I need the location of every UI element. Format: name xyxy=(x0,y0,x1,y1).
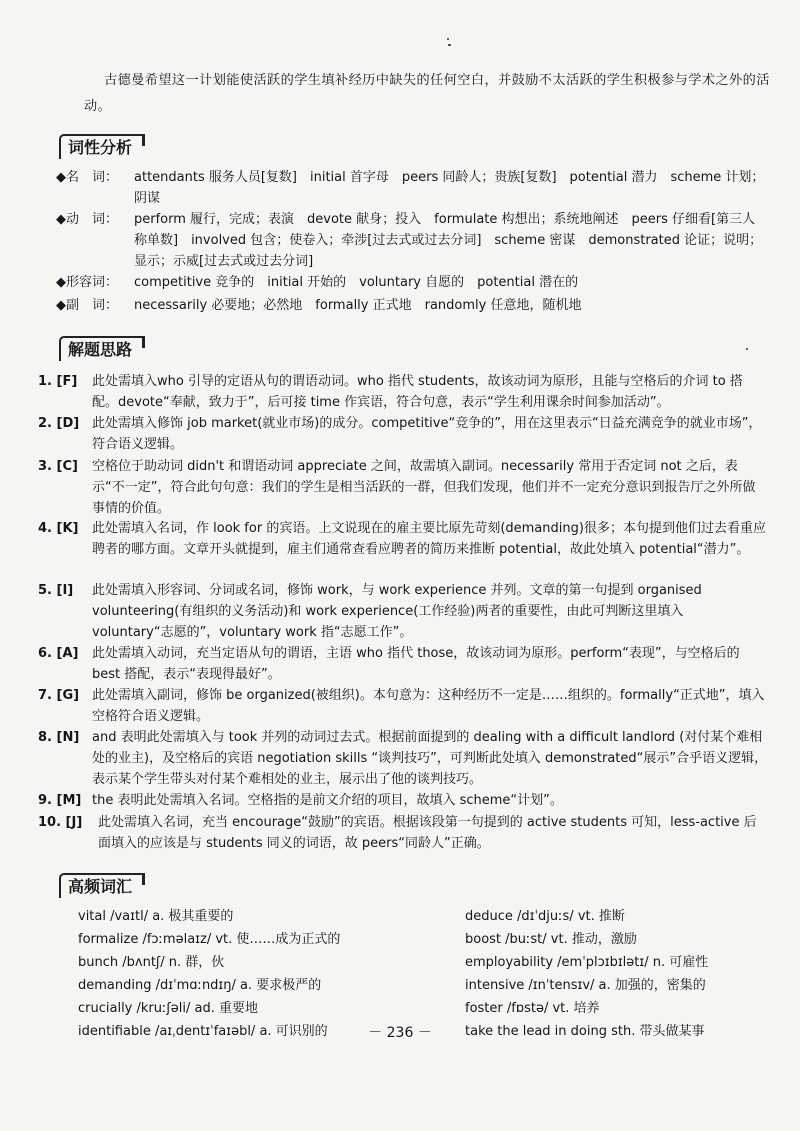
pos-text: perform 履行，完成；表演 devote 献身；投入 formulate 构想出；系统地阐述 peers 仔细看[第三人称单数] involved 包含；使卷入；牵涉[过去式或过去分词] scheme 密谋 demonstrated 论证；说明；显示；示威[过去式或过去分词] xyxy=(134,212,763,269)
pos-text: competitive 竞争的 initial 开始的 voluntary 自愿的 potential 潜在的 xyxy=(134,275,579,290)
answer-number: 5. [I] xyxy=(38,583,74,598)
answer-number: 6. [A] xyxy=(38,646,79,661)
answer-item xyxy=(38,456,768,519)
pos-label: ◆名 词： xyxy=(56,170,118,185)
answer-item xyxy=(38,643,768,685)
vocab-column-left xyxy=(78,905,408,1043)
answer-number: 7. [G] xyxy=(38,688,80,703)
scan-speck xyxy=(746,348,748,350)
section-title-solution: 解题思路 xyxy=(59,336,142,361)
answer-text: 此处需填入修饰 job market(就业市场)的成分。competitive“竞争的”，用在这里表示“日益充满竞争的就业市场”，符合语义逻辑。 xyxy=(92,416,762,452)
answer-number: 4. [K] xyxy=(38,521,79,536)
answer-text: 此处需填入名词，作 look for 的宾语。上文说现在的雇主要比原先苛刻(demanding)很多；本句提到他们过去看重应聘者的哪方面。文章开头就提到，雇主们通常查看应聘者的简历来推断 potential，故此处填入 potential“潜力”。 xyxy=(92,521,766,557)
vocab-entry: intensive /ɪnˈtensɪv/ a. 加强的，密集的 xyxy=(465,978,706,993)
answer-text: 此处需填入动词，充当定语从句的谓语，主语 who 指代 those，故该动词为原形。perform“表现”，与空格后的 best 搭配，表示“表现得最好”。 xyxy=(92,646,740,682)
section-title-pos: 词性分析 xyxy=(59,134,142,159)
answer-text: the 表明此处需填入名词。空格指的是前文介绍的项目，故填入 scheme“计划”。 xyxy=(92,793,563,808)
answer-number: 9. [M] xyxy=(38,793,82,808)
pos-row-verb xyxy=(56,209,768,272)
section-title-vocab: 高频词汇 xyxy=(59,873,142,898)
vocab-entry: take the lead in doing sth. 带头做某事 xyxy=(465,1024,705,1039)
answer-text: 此处需填入副词，修饰 be organized(被组织)。本句意为：这种经历不一定是……组织的。formally“正式地”，填入空格符合语义逻辑。 xyxy=(92,688,765,724)
page-number: － 236 － xyxy=(368,1025,432,1041)
answer-item xyxy=(38,518,768,560)
answer-number: 2. [D] xyxy=(38,416,80,431)
vocab-entry: vital /vaɪtl/ a. 极其重要的 xyxy=(78,909,234,924)
intro-paragraph: 古德曼希望这一计划能使活跃的学生填补经历中缺失的任何空白，并鼓励不太活跃的学生积极参与学术之外的活动。 xyxy=(84,73,770,114)
answer-number: 10. [J] xyxy=(38,815,83,830)
vocab-entry: demanding /dɪˈmɑːndɪŋ/ a. 要求极严的 xyxy=(78,978,322,993)
answer-item xyxy=(38,812,768,854)
pos-row-noun xyxy=(56,167,768,209)
pos-text: necessarily 必要地；必然地 formally 正式地 randomly 任意地，随机地 xyxy=(134,298,582,313)
pos-text: attendants 服务人员[复数] initial 首字母 peers 同龄人；贵族[复数] potential 潜力 scheme 计划；阴谋 xyxy=(134,170,765,206)
pos-row-adjective xyxy=(56,272,768,293)
vocab-entry: identifiable /aɪˌdentɪˈfaɪəbl/ a. 可识别的 xyxy=(78,1024,328,1039)
answer-text: and 表明此处需填入与 took 并列的动词过去式。根据前面提到的 dealing with a difficult landlord (对付某个难相处的业主)，及空格后的宾语 negotiation skills “谈判技巧”，可判断此处填入 demonstrated“展示”合乎语义逻辑，表示某个学生带头对付某个难相处的业主，展示出了他的谈判技巧。 xyxy=(92,730,768,787)
answer-item xyxy=(38,580,768,643)
answer-text: 此处需填入名词，充当 encourage“鼓励”的宾语。根据该段第一句提到的 active students 可知，less-active 后面填入的应该是与 students 同义的词语，故 peers“同龄人”正确。 xyxy=(98,815,757,851)
vocab-entry: formalize /fɔːməlaɪz/ vt. 使……成为正式的 xyxy=(78,932,341,947)
answer-item xyxy=(38,727,768,790)
answer-item xyxy=(38,685,768,727)
vocab-entry: foster /fɒstə/ vt. 培养 xyxy=(465,1001,600,1016)
vocab-entry: boost /buːst/ vt. 推动，激励 xyxy=(465,932,637,947)
answer-text: 此处需填入who 引导的定语从句的谓语动词。who 指代 students，故该动词为原形，且能与空格后的介词 to 搭配。devote“奉献，致力于”，后可接 time 作宾语，符合句意，表示“学生利用课余时间参加活动”。 xyxy=(92,374,743,410)
vocab-entry: employability /emˈplɔɪbɪlətɪ/ n. 可雇性 xyxy=(465,955,709,970)
answer-item xyxy=(38,371,768,413)
answer-number: 8. [N] xyxy=(38,730,80,745)
vocab-entry: bunch /bʌntʃ/ n. 群，伙 xyxy=(78,955,225,970)
answer-text: 此处需填入形容词、分词或名词，修饰 work，与 work experience 并列。文章的第一句提到 organised volunteering(有组织的义务活动)和 work experience(工作经验)两者的重要性，由此可判断这里填入 voluntary“志愿的”，voluntary work 指“志愿工作”。 xyxy=(92,583,702,640)
scan-speck xyxy=(448,44,451,46)
pos-row-adverb xyxy=(56,295,768,316)
answer-number: 1. [F] xyxy=(38,374,78,389)
pos-label: ◆副 词： xyxy=(56,298,118,313)
pos-label: ◆形容词： xyxy=(56,275,118,290)
vocab-entry: crucially /kruːʃəli/ ad. 重要地 xyxy=(78,1001,258,1016)
answer-item xyxy=(38,790,768,811)
answer-text: 空格位于助动词 didn't 和谓语动词 appreciate 之间，故需填入副词。necessarily 常用于否定词 not 之后，表示“不一定”，符合此句句意：我们的学生是相当活跃的一群，但我们发现，他们并不一定充分意识到报告厅之外所做事情的价值。 xyxy=(92,459,756,516)
answer-item xyxy=(38,413,768,455)
scan-speck xyxy=(447,38,449,40)
pos-label: ◆动 词： xyxy=(56,212,118,227)
vocab-entry: deduce /dɪˈdjuːs/ vt. 推断 xyxy=(465,909,625,924)
answer-number: 3. [C] xyxy=(38,459,78,474)
vocab-column-right xyxy=(465,905,795,1043)
